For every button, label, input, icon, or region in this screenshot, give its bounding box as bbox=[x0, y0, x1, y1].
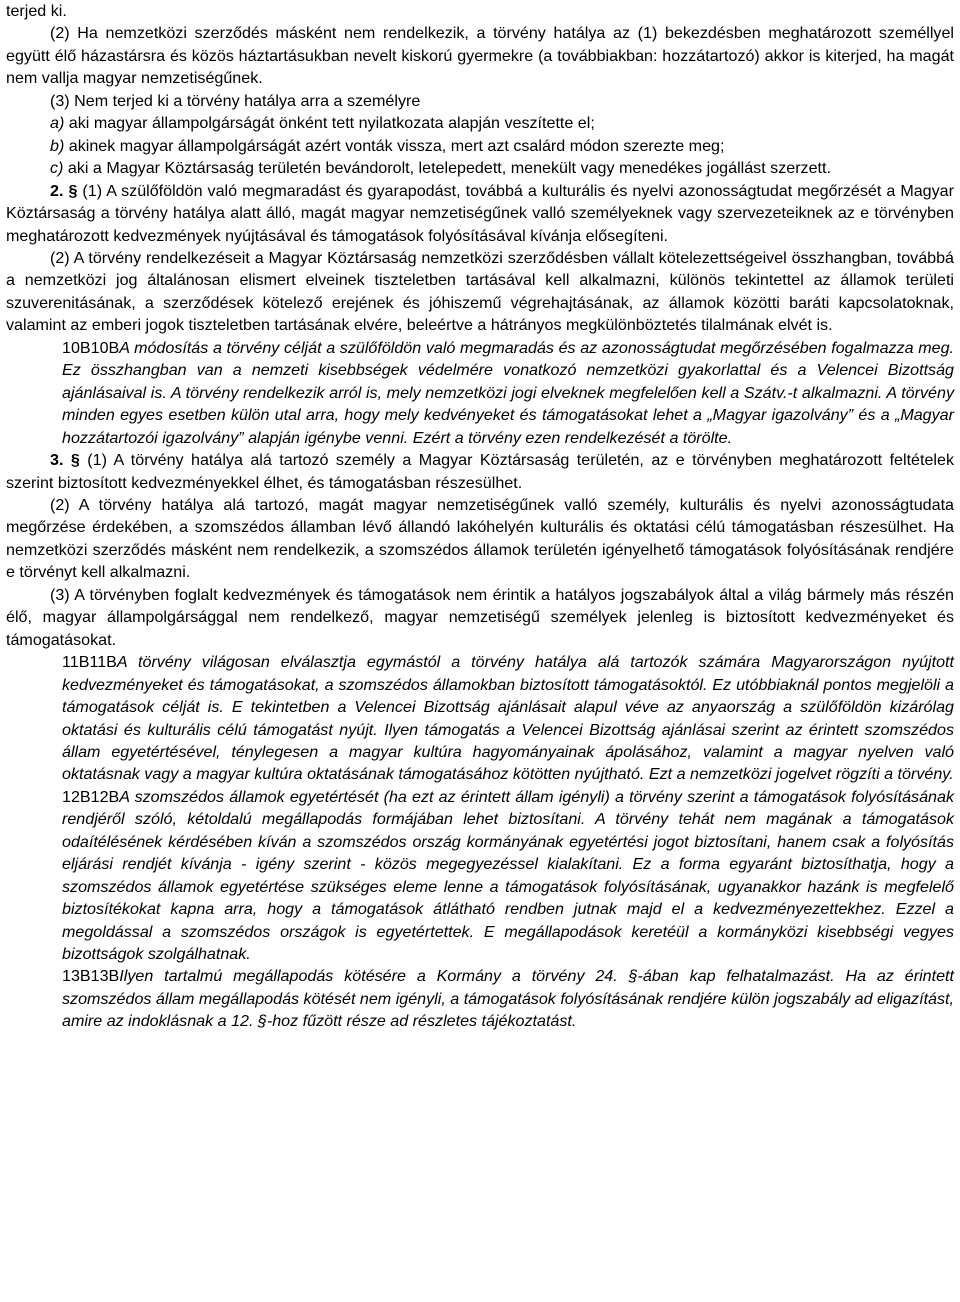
note-text: A szomszédos államok egyetértését (ha ezt az érintett állam igényli) a törvény szerint a támogatások folyósításának rendjéről szóló, kétoldalú megállapodás formájában lehet biztosítani. A törvény tehát nem magának a támogatások odaítélésének kérdésében kíván a szomszédos ország kormányának egyetértési jogot biztosítani, hanem csak a folyósítás eljárási rendjét kívánja - igény szerint - közös megegyezéssel kialakítani. Ez a forma egyaránt biztosíthatja, hogy a szomszédos államok egyetértése szükséges eleme lenne a támogatások folyósításának, ugyanakkor hazánk is megfelelő biztosítékokat kapna arra, hogy a támogatások átlátható rendben jutnak majd el a kedvezményezettekhez. Ezzel a megoldással a szomszédos országok is egyetértettek. E megállapodások keretéül a kormányközi kisebbségi vegyes bizottságok szolgálhatnak. bbox=[62, 787, 954, 964]
exclusion-item-a bbox=[6, 112, 954, 134]
note-text: A módosítás a törvény célját a szülőföldön való megmaradás és az azonosságtudat megőrzésében fogalmazza meg. Ez összhangban van a nemzeti kisebbségek védelmére vonatkozó nemzetközi gyakorlattal és a Velencei Bizottság ajánlásaival is. A törvény rendelkezik arról is, mely nemzetközi jogi elveknek megfelelően kell a Szátv.-t alkalmazni. A törvény minden egyes esetben külön utal arra, hogy mely kedvényeket és támogatásokat lehet a „Magyar igazolvány” és a „Magyar hozzátartozói igazolvány” alapján igénybe venni. Ezért a törvény ezen rendelkezését a törölte. bbox=[62, 338, 954, 447]
explanatory-note-13 bbox=[6, 965, 954, 1032]
item-text: aki a Magyar Köztársaság területén bevándorolt, letelepedett, menekült vagy menedékes jogállást szerzett. bbox=[63, 159, 831, 178]
section-2-paragraph-2: (2) A törvény rendelkezéseit a Magyar Köztársaság nemzetközi szerződésben vállalt kötelezettségeivel összhangban, továbbá a nemzetközi jog általánosan elismert elveinek tiszteletben tartásával kell alkalmazni, különös tekintettel az államok területi szuverenitásának, a szerződések kötelező erejének és jóhiszemű végrehajtásának, az államok közötti baráti kapcsolatoknak, valamint az emberi jogok tiszteletben tartásának elvére, beleértve a hátrányos megkülönböztetés tilalmának elvét is. bbox=[6, 248, 954, 335]
note-id: 13B13B bbox=[62, 967, 120, 986]
note-text: Ilyen tartalmú megállapodás kötésére a Kormány a törvény 24. §-ában kap felhatalmazást. Ha az érintett szomszédos állam megállapodás kötését nem igényli, a támogatások folyósításának rendjére külön jogszabály ad eligazítást, amire az indoklásnak a 12. §-hoz fűzött része ad részletes tájékoztatást. bbox=[62, 967, 954, 1031]
explanatory-note-12 bbox=[6, 786, 954, 966]
section-1-paragraph-2: (2) Ha nemzetközi szerződés másként nem rendelkezik, a törvény hatálya az (1) bekezdésben meghatározott személlyel együtt élő házastársra és közös háztartásukban nevelt kiskorú gyermekre (a továbbiakban: hozzátartozó) akkor is kiterjed, ha magát nem vallja magyar nemzetiségűnek. bbox=[6, 24, 954, 88]
note-id: 12B12B bbox=[62, 787, 120, 806]
item-text: aki magyar állampolgárságát önként tett nyilatkozata alapján veszítette el; bbox=[64, 114, 595, 133]
paragraph-text: (1) A szülőföldön való megmaradást és gyarapodást, továbbá a kulturális és nyelvi azonosságtudat megőrzését a Magyar Köztársaság a törvény hatálya alatt álló, magát magyar nemzetiségűnek valló személyeknek vagy szervezeteiknek az e törvényben meghatározott kedvezmények nyújtásával és támogatások folyósításával kívánja elősegíteni. bbox=[6, 181, 954, 245]
item-mark: c) bbox=[50, 159, 64, 178]
item-mark: a) bbox=[50, 114, 65, 133]
section-2-paragraph-1 bbox=[6, 180, 954, 247]
exclusion-item-c bbox=[6, 157, 954, 179]
explanatory-note-10 bbox=[6, 337, 954, 449]
section-number: 2. § bbox=[50, 181, 78, 200]
note-id: 10B10B bbox=[62, 338, 120, 357]
item-mark: b) bbox=[50, 136, 65, 155]
paragraph-text: (1) A törvény hatálya alá tartozó személy a Magyar Köztársaság területén, az e törvényben meghatározott feltételek szerint biztosított kedvezményekkel élhet, és támogatásban részesülhet. bbox=[6, 451, 954, 492]
exclusion-item-b bbox=[6, 135, 954, 157]
note-id: 11B11B bbox=[62, 653, 117, 672]
section-1-paragraph-3: (3) Nem terjed ki a törvény hatálya arra a személyre bbox=[50, 91, 421, 110]
item-text: akinek magyar állampolgárságát azért vonták vissza, mert azt csalárd módon szerezte meg; bbox=[64, 136, 725, 155]
note-text: A törvény világosan elválasztja egymástól a törvény hatálya alá tartozók számára Magyarországon nyújtott kedvezményeket és támogatásokat, a szomszédos államokban biztosított támogatásoktól. Ez utóbbiaknál pontos megjelöli a támogatások célját is. E tekintetben a Velencei Bizottság ajánlásait alapul véve az anyaország a szülőföldön kizárólag oktatási és kulturális célú támogatást nyújt. Ilyen támogatás a Velencei Bizottság ajánlásai szerint az érintett szomszédos állam egyetértésével, ténylegesen a magyar kultúra hagyományainak ápolásához, valamint a magyar nyelven való oktatásnak vagy a magyar kultúra oktatásának támogatásához kötötten nyújtható. Ezt a nemzetközi jogelvet rögzíti a törvény. bbox=[62, 653, 954, 784]
section-number: 3. § bbox=[50, 451, 80, 470]
section-3-paragraph-3: (3) A törvényben foglalt kedvezmények és támogatások nem érintik a hatályos jogszabályok által a világ bármely más részén élő, magyar állampolgársággal nem rendelkező, magyar nemzetiségű személyek jelenleg is biztosított kedvezményeket és támogatásokat. bbox=[6, 585, 954, 649]
paragraph-continuation: terjed ki. bbox=[6, 2, 67, 20]
explanatory-note-11 bbox=[6, 651, 954, 786]
section-3-paragraph-2: (2) A törvény hatálya alá tartozó, magát magyar nemzetiségűnek valló személy, kulturális és nyelvi azonosságtudata megőrzése érdekében, a szomszédos államban lévő állandó lakóhelyén kulturális és oktatási célú támogatásban részesülhet. Ha nemzetközi szerződés másként nem rendelkezik, a szomszédos államok területén igényelhető támogatások folyósításának rendjére e törvényt kell alkalmazni. bbox=[6, 495, 954, 582]
section-3-paragraph-1 bbox=[6, 449, 954, 494]
